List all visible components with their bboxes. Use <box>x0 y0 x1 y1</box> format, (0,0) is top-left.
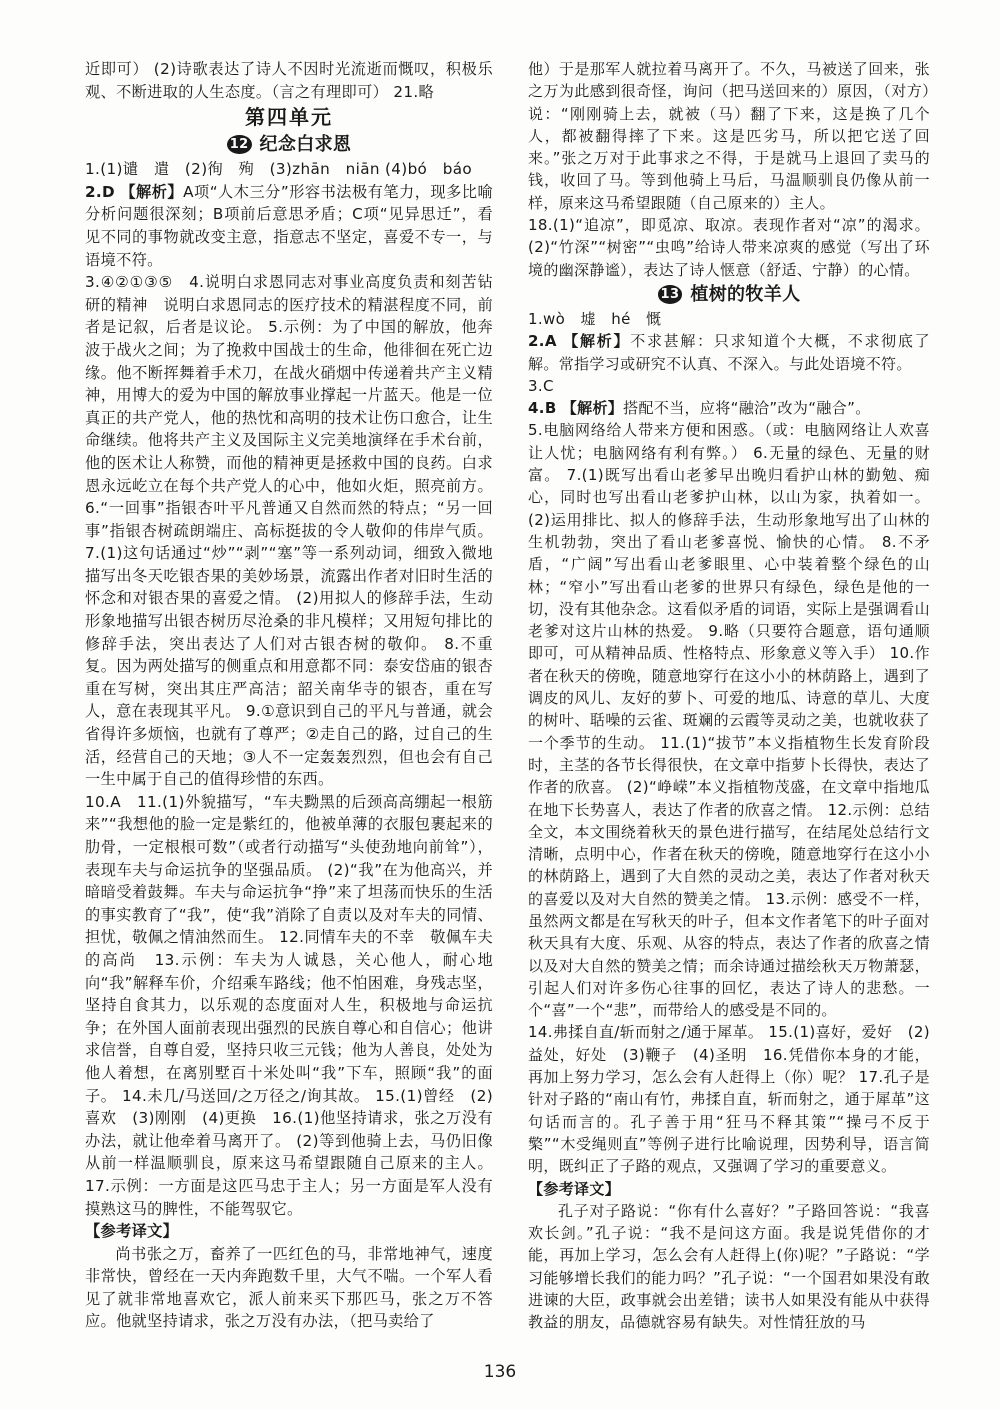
lesson-title: 纪念白求恩 <box>259 134 352 156</box>
answer-q4-text: 搭配不当，应将“融洽”改为“融合”。 <box>623 399 871 418</box>
reference-translation-continued: 他）于是那军人就拉着马离开了。不久，马被送了回来，张之万为此感到很奇怪，询问（把马送回来的）原因，（对方）说：“刚刚骑上去，就被（马）翻了下来，这是换了几个人，都被翻得摔了下来。这是匹劣马，所以把它送了回来。”张之万对于此事求之不得，于是就马上退回了卖马的钱，收回了马。等到他骑上马后，马温顺驯良仍像从前一样，原来这马希望跟随（自己原来的）主人。 <box>528 60 930 212</box>
answer-q18: 18.(1)“追凉”，即觅凉、取凉。表现作者对“凉”的渴求。 (2)“竹深”“树密”“虫鸣”给诗人带来凉爽的感觉（写出了环境的幽深静谧），表达了诗人惬意（舒适、宁静）的心情。 <box>528 216 930 279</box>
page-number: 136 <box>483 1362 517 1382</box>
answer-q2-text: 不求甚解：只求知道个大概，不求彻底了解。常指学习或研究不认真、不深入。与此处语境不符。 <box>528 332 930 373</box>
lesson-number-badge: 12 <box>227 135 252 154</box>
lesson-number-badge: 13 <box>658 285 683 304</box>
analysis-tag: 【解析】 <box>561 399 624 418</box>
lesson-12-heading <box>85 131 493 158</box>
left-column <box>85 58 493 1333</box>
answer-q2-text: A项“人木三分”形容书法极有笔力，现多比喻分析问题很深刻；B项前后意思矛盾；C项“见异思迁”，看见不同的事物就改变主意，指意志不坚定，喜爱不专一，与语境不符。 <box>85 182 493 269</box>
answer-q2-num: 2.D <box>85 182 115 201</box>
reference-translation-text: 尚书张之万，畜养了一匹红色的马，非常地神气，速度非常快，曾经在一天内奔跑数千里，大气不喘。一个军人看见了就非常地喜欢它，派人前来买下那匹马，张之万不答应。他就坚持请求，张之万没有办法，（把马卖给了 <box>85 1244 493 1331</box>
answer-q3-9: 3.④②①③⑤ 4.说明白求恩同志对事业高度负责和刻苦钻研的精神 说明白求恩同志的医疗技术的精湛程度不同，前者是记叙，后者是议论。 5.示例：为了中国的解放，他奔波于战火之间；为了挽救中国战士的生命，他徘徊在死亡边缘。他不断挥舞着手术刀，在战火硝烟中传递着共产主义精神，用博大的爱为中国的解放事业撑起一片蓝天。他是一位真正的共产党人，他的热忱和高明的技术让伤口愈合，让生命继续。他将共产主义及国际主义完美地演绎在手术台前，他的医术让人称赞，而他的精神更是拯救中国的良药。白求恩永远屹立在每个共产党人的心中，他如火炬，照亮前方。 6.“一回事”指银杏叶平凡普通又自然而然的特点；“另一回事”指银杏树疏朗端庄、高标挺拔的令人敬仰的伟岸气质。 7.(1)这句话通过“炒”“剥”“塞”等一系列动词，细致入微地描写出冬天吃银杏果的美妙场景，流露出作者对旧时生活的怀念和对银杏果的喜爱之情。 (2)用拟人的修辞手法，生动形象地描写出银杏树历尽沧桑的非凡模样；又用短句排比的修辞手法，突出表达了人们对古银杏树的敬仰。 8.不重复。因为两处描写的侧重点和用意都不同：泰安岱庙的银杏重在写树，突出其庄严高洁；韶关南华寺的银杏，重在写人，意在表现其平凡。 9.①意识到自己的平凡与普通，就会省得许多烦恼，也就有了尊严；②走自己的路，过自己的生活，经营自己的天地；③人不一定轰轰烈烈，但也会有自己一生中属于自己的值得珍惜的东西。 <box>85 273 493 789</box>
answer-q1: 1.wò 墟 hé 慨 <box>528 309 662 328</box>
reference-translation-title: 【参考译文】 <box>528 1179 621 1198</box>
answer-q3: 3.C <box>528 376 554 395</box>
reference-translation-text: 孔子对子路说：“你有什么喜好？”子路回答说：“我喜欢长剑。”孔子说：“我不是问这方面。我是说凭借你的才能，再加上学习，怎么会有人赶得上(你)呢？”子路说：“学习能够增长我们的能力吗？”孔子说：“一个国君如果没有敢进谏的大臣，政事就会出差错；读书人如果没有能从中获得教益的朋友，品德就容易有缺失。对性情狂放的马 <box>528 1201 930 1332</box>
lesson-13-heading <box>528 281 930 308</box>
analysis-tag: 【解析】 <box>563 332 631 351</box>
intro-text: 近即可） (2)诗歌表达了诗人不因时光流逝而慨叹，积极乐观、不断进取的人生态度。（言之有理即可） 21.略 <box>85 60 493 101</box>
reference-translation-title: 【参考译文】 <box>85 1222 179 1241</box>
answer-q2-num: 2.A <box>528 332 557 351</box>
answer-q4-num: 4.B <box>528 399 557 418</box>
lesson-title: 植树的牧羊人 <box>690 283 801 305</box>
answer-q14-17: 14.弗揉自直/斩而射之/通于犀革。 15.(1)喜好，爱好 (2)益处，好处 (3)鞭子 (4)圣明 16.凭借你本身的才能，再加上努力学习，怎么会有人赶得上（你）呢？ 17.孔子是针对子路的“南山有竹，弗揉自直，斩而射之，通于犀革”这句话而言的。孔子善于用“狂马不释其策”“操弓不反于檠”“木受绳则直”等例子进行比喻说理，因势利导，语言简明，既纠正了子路的观点，又强调了学习的重要意义。 <box>528 1023 930 1176</box>
answer-q4 <box>528 397 930 419</box>
answer-q5-13: 5.电脑网络给人带来方便和困惑。（或：电脑网络让人欢喜让人忧；电脑网络有利有弊。） 6.无量的绿色、无量的财富。 7.(1)既写出看山老爹早出晚归看护山林的勤勉、痴心，同时也写出看山老爹护山林，以山为家，执着如一。 (2)运用排比、拟人的修辞手法，生动形象地写出了山林的生机勃勃，突出了看山老爹喜悦、愉快的心情。 8.不矛盾，“广阔”写出看山老爹眼里、心中装着整个绿色的山林；“窄小”写出看山老爹的世界只有绿色，绿色是他的一切，没有其他杂念。这看似矛盾的词语，实际上是强调看山老爹对这片山林的热爱。 9.略（只要符合题意，语句通顺即可，可从精神品质、性格特点、形象意义等入手） 10.作者在秋天的傍晚，随意地穿行在这小小的林荫路上，遇到了调皮的风儿、友好的萝卜、可爱的地瓜、诗意的草儿、大度的树叶、聒噪的云雀、斑斓的云霞等灵动之美，也就收获了一个季节的生动。 11.(1)“拔节”本义指植物生长发育阶段时，主茎的各节长得很快，在文章中指萝卜长得快，表达了作者的欣喜。 (2)“峥嵘”本义指植物茂盛，在文章中指地瓜在地下长势喜人，表达了作者的欣喜之情。 12.示例：总结全文，本文围绕着秋天的景色进行描写，在结尾处总结行文清晰，点明中心，作者在秋天的傍晚，随意地穿行在这小小的林荫路上，遇到了大自然的灵动之美，表达了作者对秋天的喜爱以及对大自然的赞美之情。 13.示例：感受不一样，虽然两文都是在写秋天的叶子，但本文作者笔下的叶子面对秋天具有大度、乐观、从容的特点，表达了作者的欣喜之情以及对大自然的赞美之情；而余诗通过描绘秋天万物萧瑟，引起人们对许多伤心往事的回忆，表达了诗人的悲愁。一个“喜”一个“悲”，而带给人的感受是不同的。 <box>528 421 930 1020</box>
answer-q10-17: 10.A 11.(1)外貌描写，“车夫黝黑的后颈高高绷起一根筋来”“我想他的脸一定是紫红的，他被单薄的衣服包裹起来的肋骨，一定根根可数”（或者行动描写“头使劲地向前耸”），表现车夫与命运抗争的坚强品质。 (2)“我”在为他高兴，并暗暗受着鼓舞。车夫与命运抗争“挣”来了坦荡而快乐的生活的事实教育了“我”，使“我”消除了自责以及对车夫的同情、担忧，敬佩之情油然而生。 12.同情车夫的不幸 敬佩车夫的高尚 13.示例：车夫为人诚恳，关心他人，耐心地向“我”解释车价，介绍乘车路线；他不怕困难，身残志坚，坚持自食其力，以乐观的态度面对人生，积极地与命运抗争；在外国人面前表现出强烈的民族自尊心和自信心；他讲求信誉，自尊自爱，坚持只收三元钱；他为人善良，处处为他人着想，在离别墅百十米处叫“我”下车，照顾“我”的面子。 14.未几/马送回/之万径之/询其故。 15.(1)曾经 (2)喜欢 (3)刚刚 (4)更换 16.(1)他坚持请求，张之万没有办法，就让他牵着马离开了。 (2)等到他骑上去，马仍旧像从前一样温顺驯良，原来这马希望跟随自己原来的主人。 17.示例：一方面是这匹马忠于主人；另一方面是军人没有摸熟这马的脾性，不能驾驭它。 <box>85 792 493 1218</box>
answer-q1: 1.(1)谴 遣 (2)徇 殉 (3)zhān niān (4)bó báo <box>85 160 473 179</box>
analysis-tag: 【解析】 <box>120 182 184 201</box>
answer-q2 <box>85 181 493 271</box>
right-column <box>528 58 930 1334</box>
answer-q2 <box>528 330 930 375</box>
unit-title: 第四单元 <box>245 105 333 130</box>
